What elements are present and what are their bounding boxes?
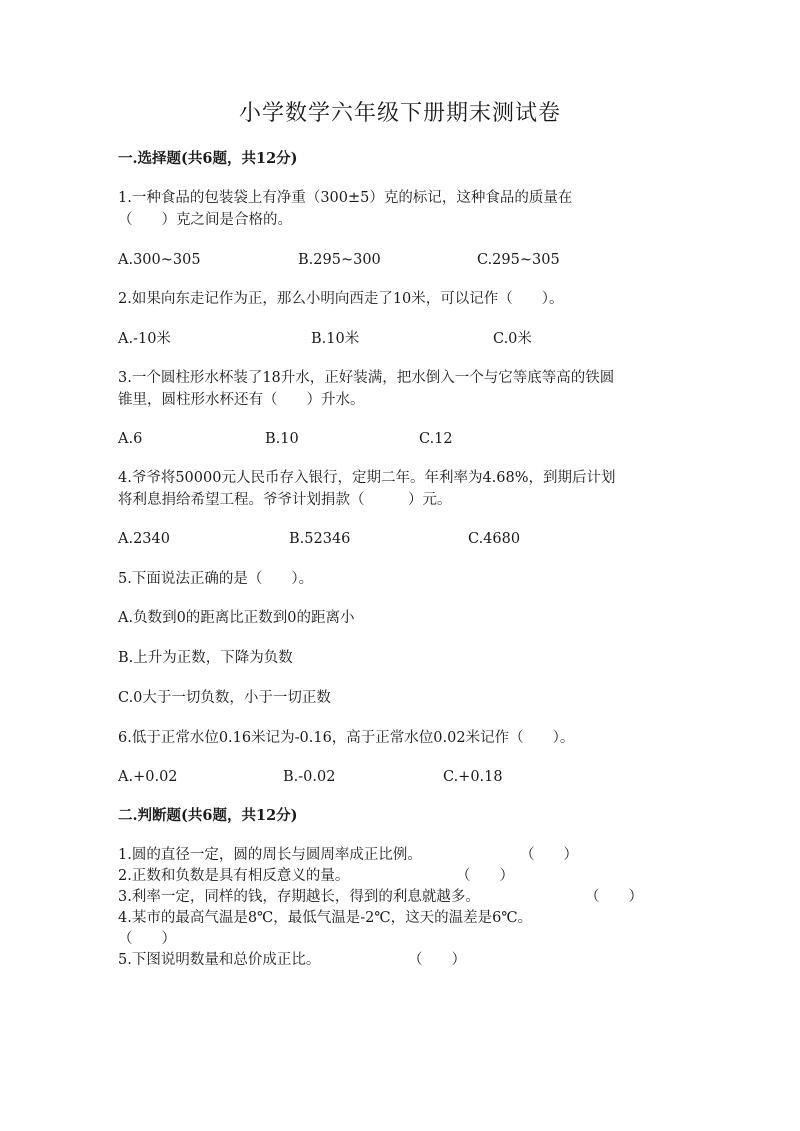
- question-4-option-c: C.4680: [468, 531, 521, 547]
- question-6-option-c: C.+0.18: [443, 769, 503, 785]
- question-2-line-1: 2.如果向东走记作为正，那么小明向西走了10米，可以记作（ ）。: [118, 291, 564, 307]
- question-4-line-2: 将利息捐给希望工程。爷爷计划捐款（ ）元。: [118, 492, 452, 508]
- question-5-line-1: 5.下面说法正确的是（ ）。: [118, 571, 314, 587]
- question-3-option-b: B.10: [265, 431, 299, 447]
- judgement-item-1-text: 1.圆的直径一定，圆的周长与圆周率成正比例。: [118, 847, 422, 863]
- page-title: 小学数学六年级下册期末测试卷: [238, 101, 561, 126]
- question-5-option-c: C.0大于一切负数，小于一切正数: [118, 690, 331, 706]
- judgement-item-5-text: 5.下图说明数量和总价成正比。: [118, 952, 321, 968]
- question-1-option-b: B.295~300: [298, 252, 381, 268]
- question-6-line-1: 6.低于正常水位0.16米记为-0.16，高于正常水位0.02米记作（ ）。: [118, 730, 575, 746]
- question-5-option-a: A.负数到0的距离比正数到0的距离小: [118, 610, 355, 626]
- judgement-item-3-paren: （ ）: [585, 889, 643, 905]
- question-1-line-1: 1.一种食品的包装袋上有净重（300±5）克的标记，这种食品的质量在: [118, 190, 573, 206]
- section-heading-judgement: 二.判断题(共6题，共12分): [118, 807, 298, 824]
- judgement-item-2-paren: （ ）: [456, 868, 514, 884]
- judgement-item-1: [118, 845, 422, 866]
- question-1-option-c: C.295~305: [477, 252, 560, 268]
- question-3-line-1: 3.一个圆柱形水杯装了18升水，正好装满，把水倒入一个与它等底等高的铁圆: [118, 370, 615, 386]
- judgement-item-1-paren: （ ）: [520, 847, 578, 863]
- judgement-item-4-paren: （ ）: [118, 931, 176, 947]
- question-1-option-a: A.300~305: [118, 252, 201, 268]
- judgement-item-5-paren: （ ）: [408, 952, 466, 968]
- section-heading-choice: 一.选择题(共6题，共12分): [118, 150, 298, 167]
- question-1-line-2: （ ）克之间是合格的。: [118, 212, 292, 228]
- question-3-line-2: 锥里，圆柱形水杯还有（ ）升水。: [118, 392, 365, 408]
- judgement-item-3-text: 3.利率一定，同样的钱，存期越长，得到的利息就越多。: [118, 889, 480, 905]
- question-5-option-b: B.上升为正数，下降为负数: [118, 650, 293, 666]
- question-4-option-b: B.52346: [289, 531, 351, 547]
- question-3-option-c: C.12: [419, 431, 453, 447]
- question-4-line-1: 4.爷爷将50000元人民币存入银行，定期二年。年利率为4.68%，到期后计划: [118, 470, 616, 486]
- question-2-option-a: A.-10米: [118, 331, 171, 347]
- question-6-option-b: B.-0.02: [283, 769, 336, 785]
- question-3-option-a: A.6: [118, 431, 143, 447]
- question-2-option-b: B.10米: [311, 331, 360, 347]
- question-4-option-a: A.2340: [118, 531, 170, 547]
- question-2-option-c: C.0米: [493, 331, 532, 347]
- judgement-item-2-text: 2.正数和负数是具有相反意义的量。: [118, 868, 350, 884]
- judgement-item-4-text: 4.某市的最高气温是8℃，最低气温是-2℃，这天的温差是6℃。: [118, 910, 533, 926]
- question-6-option-a: A.+0.02: [118, 769, 178, 785]
